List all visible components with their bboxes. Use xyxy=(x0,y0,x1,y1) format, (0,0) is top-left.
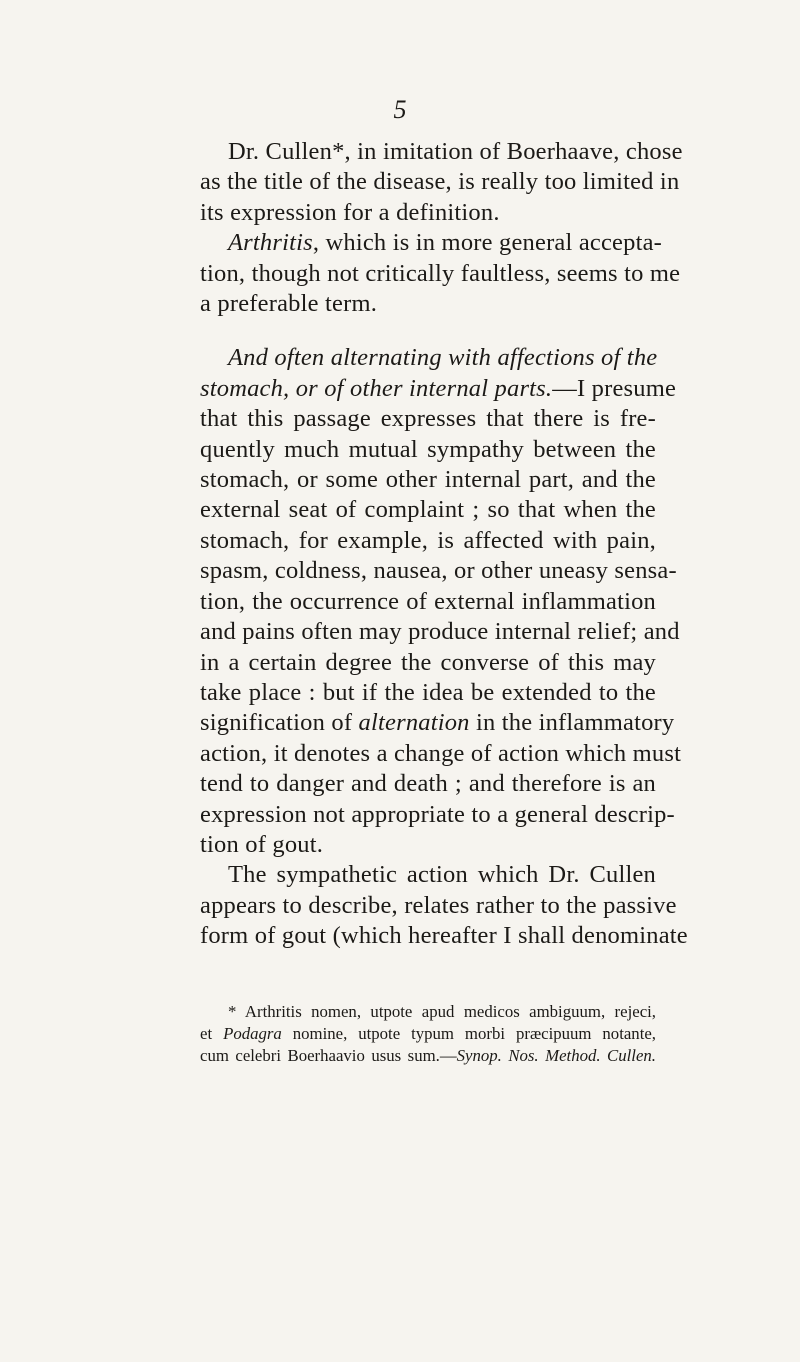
footnote-line xyxy=(200,1045,656,1067)
text-line: The sympathetic action which Dr. Cullen xyxy=(228,861,656,889)
text-run: et xyxy=(200,1024,224,1043)
text-line: appears to describe, relates rather to the passive xyxy=(200,891,677,919)
italic-term: alternation xyxy=(358,709,470,737)
text-line: external seat of complaint ; so that when the xyxy=(200,496,656,524)
text-line: that this passage expresses that there is fre- xyxy=(200,405,656,433)
text-line: tion, the occurrence of external inflammation xyxy=(200,587,656,615)
text-line: its expression for a definition. xyxy=(200,198,500,226)
text-line xyxy=(200,343,656,373)
text-line: form of gout (which hereafter I shall denominate xyxy=(200,922,688,950)
text-line: expression not appropriate to a general descrip- xyxy=(200,800,675,828)
body-text xyxy=(200,137,688,952)
text-line xyxy=(200,708,675,738)
italic-term: Podagra xyxy=(223,1024,282,1043)
text-line: tion, though not critically faultless, seems to me xyxy=(200,259,681,287)
text-run: cum celebri Boerhaavio usus sum.— xyxy=(200,1046,457,1065)
text-line: in a certain degree the converse of this may xyxy=(200,648,656,676)
text-line: as the title of the disease, is really too limited in xyxy=(200,168,680,196)
text-line: quently much mutual sympathy between the xyxy=(200,435,656,463)
text-line: a preferable term. xyxy=(200,290,378,318)
italic-quote: stomach, or of other internal parts. xyxy=(200,374,553,402)
page-number: 5 xyxy=(393,95,407,124)
text-line: stomach, for example, is affected with pain, xyxy=(200,526,656,554)
text-line xyxy=(200,374,677,404)
citation: Synop. Nos. Method. Cullen. xyxy=(456,1046,656,1065)
text-run: nomine, utpote typum morbi præcipuum notante, xyxy=(281,1024,656,1043)
text-run: in the inflammatory xyxy=(469,709,675,737)
italic-quote: And often alternating with affections of the xyxy=(228,344,658,372)
text-run: signification of xyxy=(200,709,359,737)
paragraph-gap xyxy=(200,319,656,343)
text-line xyxy=(200,228,663,258)
text-line: tion of gout. xyxy=(200,830,324,858)
italic-term: Arthritis xyxy=(228,229,313,257)
text-run: —I presume xyxy=(552,374,677,402)
text-line: take place : but if the idea be extended to the xyxy=(200,678,656,706)
text-line: action, it denotes a change of action which must xyxy=(200,739,682,767)
text-line: stomach, or some other internal part, and the xyxy=(200,466,656,494)
text-line: Dr. Cullen*, in imitation of Boerhaave, chose xyxy=(228,138,683,165)
footnote xyxy=(200,1001,656,1067)
text-run: , which is in more general accepta- xyxy=(312,229,663,257)
footnote-line xyxy=(200,1023,656,1045)
footnote-line: * Arthritis nomen, utpote apud medicos ambiguum, rejeci, xyxy=(228,1002,656,1021)
text-line: spasm, coldness, nausea, or other uneasy sensa- xyxy=(200,557,677,585)
text-line: and pains often may produce internal relief; and xyxy=(200,618,680,646)
text-line: tend to danger and death ; and therefore is an xyxy=(200,770,656,798)
